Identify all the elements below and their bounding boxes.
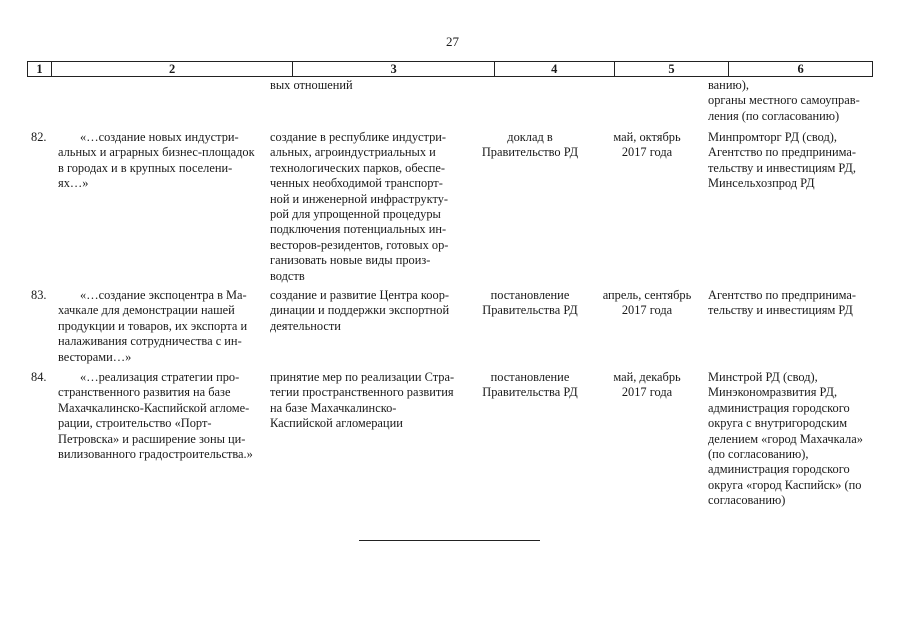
cell-line: апрель, сентябрь bbox=[602, 288, 692, 302]
cell-line: Каспийской агломерации bbox=[270, 416, 403, 431]
cell-line: принятие мер по реализации Стра- bbox=[270, 370, 455, 384]
cell-line: весторами…» bbox=[58, 349, 132, 364]
cell-line: Петровска» и расширение зоны ци- bbox=[58, 431, 246, 446]
cell-line: органы местного самоуправ- bbox=[708, 93, 860, 108]
row-82-number: 82. bbox=[31, 130, 47, 144]
cell-line: постановление bbox=[490, 288, 570, 302]
row-84-deadline bbox=[590, 370, 704, 401]
cell-line: администрация городского bbox=[708, 462, 850, 477]
cell-line: создание в республике индустри- bbox=[270, 130, 447, 144]
row-83-measure bbox=[270, 288, 468, 334]
row-82-quote bbox=[58, 130, 263, 192]
header-col-6: 6 bbox=[797, 62, 804, 76]
cell-line: «…создание новых индустри- bbox=[80, 130, 239, 144]
cell-line: Минстрой РД (свод), bbox=[708, 370, 818, 384]
cell-line: Махачкалинско-Каспийской агломе- bbox=[58, 400, 250, 415]
cell-line: ях…» bbox=[58, 176, 89, 191]
cell-line: тельству и инвестициям РД, bbox=[708, 160, 856, 175]
cell-line: ления (по согласованию) bbox=[708, 108, 840, 123]
row-83-number: 83. bbox=[31, 288, 47, 302]
cell-line: вых отношений bbox=[270, 78, 353, 92]
cell-line: «…реализация стратегии про- bbox=[80, 370, 240, 384]
table-header bbox=[27, 61, 873, 77]
continuation-col6 bbox=[708, 78, 875, 124]
cell-line: динации и поддержки экспортной bbox=[270, 303, 450, 318]
cell-line: 2017 года bbox=[621, 385, 673, 400]
cell-line: хачкале для демонстрации нашей bbox=[58, 303, 235, 318]
cell-line: Правительство РД bbox=[481, 145, 579, 160]
cell-line: налаживания сотрудничества с ин- bbox=[58, 334, 242, 349]
row-82-responsible bbox=[708, 130, 875, 192]
row-84-responsible bbox=[708, 370, 875, 509]
row-82-deadline bbox=[590, 130, 704, 161]
cell-line: водств bbox=[270, 268, 305, 283]
cell-line: округа «город Каспийск» (по bbox=[708, 477, 862, 492]
cell-line: странственного развития на базе bbox=[58, 385, 231, 400]
cell-line: ванию), bbox=[708, 78, 749, 92]
cell-line: Минэкономразвития РД, bbox=[708, 385, 838, 400]
row-83-quote bbox=[58, 288, 263, 365]
cell-line: (по согласованию), bbox=[708, 447, 809, 462]
cell-line: администрация городского bbox=[708, 400, 850, 415]
row-83-result-form bbox=[472, 288, 588, 319]
footer-rule bbox=[359, 540, 540, 541]
row-82-result-form bbox=[472, 130, 588, 161]
cell-line: Агентство по предпринима- bbox=[708, 145, 857, 160]
cell-line: Правительства РД bbox=[482, 385, 578, 400]
row-84-measure bbox=[270, 370, 468, 432]
cell-line: постановление bbox=[490, 370, 570, 384]
cell-line: тельству и инвестициям РД bbox=[708, 303, 853, 318]
cell-line: альных и аграрных бизнес-площадок bbox=[58, 145, 255, 160]
cell-line: в городах и в крупных поселени- bbox=[58, 160, 233, 175]
cell-line: вилизованного градостроительства.» bbox=[58, 447, 253, 462]
cell-line: создание и развитие Центра коор- bbox=[270, 288, 450, 302]
cell-line: округа с внутригородским bbox=[708, 416, 848, 431]
cell-line: рой для упрощенной процедуры bbox=[270, 207, 441, 222]
cell-line: технологических парков, обеспе- bbox=[270, 160, 446, 175]
cell-line: доклад в bbox=[507, 130, 553, 144]
row-83-responsible bbox=[708, 288, 875, 319]
header-col-4: 4 bbox=[495, 62, 615, 76]
cell-line: весторов-резидентов, готовых ор- bbox=[270, 237, 449, 252]
cell-line: деятельности bbox=[270, 318, 341, 333]
cell-line: альных, агроиндустриальных и bbox=[270, 145, 436, 160]
page-number: 27 bbox=[446, 34, 459, 49]
cell-line: Агентство по предпринима- bbox=[708, 288, 857, 302]
header-col-1: 1 bbox=[28, 62, 52, 76]
cell-line: рации, строительство «Порт- bbox=[58, 416, 212, 431]
cell-line: Правительства РД bbox=[482, 303, 578, 318]
cell-line: согласованию) bbox=[708, 493, 786, 508]
row-84-result-form bbox=[472, 370, 588, 401]
cell-line: ной и инженерной инфраструкту- bbox=[270, 191, 449, 206]
cell-line: «…создание экспоцентра в Ма- bbox=[80, 288, 247, 302]
cell-line: тегии пространственного развития bbox=[270, 385, 454, 400]
cell-line: Минпромторг РД (свод), bbox=[708, 130, 837, 144]
cell-line: май, октябрь bbox=[613, 130, 681, 144]
row-82-measure bbox=[270, 130, 468, 284]
row-83-deadline bbox=[590, 288, 704, 319]
cell-line: 2017 года bbox=[621, 145, 673, 160]
header-col-5: 5 bbox=[615, 62, 730, 76]
continuation-col3 bbox=[270, 78, 468, 93]
cell-line: продукции и товаров, их экспорта и bbox=[58, 318, 248, 333]
cell-line: ченных необходимой транспорт- bbox=[270, 176, 443, 191]
header-col-2: 2 bbox=[52, 62, 293, 76]
row-84-quote bbox=[58, 370, 263, 462]
cell-line: Минсельхозпрод РД bbox=[708, 176, 815, 191]
cell-line: май, декабрь bbox=[613, 370, 681, 384]
cell-line: 2017 года bbox=[621, 303, 673, 318]
header-col-3: 3 bbox=[293, 62, 495, 76]
cell-line: на базе Махачкалинско- bbox=[270, 400, 397, 415]
row-84-number: 84. bbox=[31, 370, 47, 384]
cell-line: подключения потенциальных ин- bbox=[270, 222, 447, 237]
cell-line: делением «город Махачкала» bbox=[708, 431, 863, 446]
cell-line: ганизовать новые виды произ- bbox=[270, 253, 431, 268]
